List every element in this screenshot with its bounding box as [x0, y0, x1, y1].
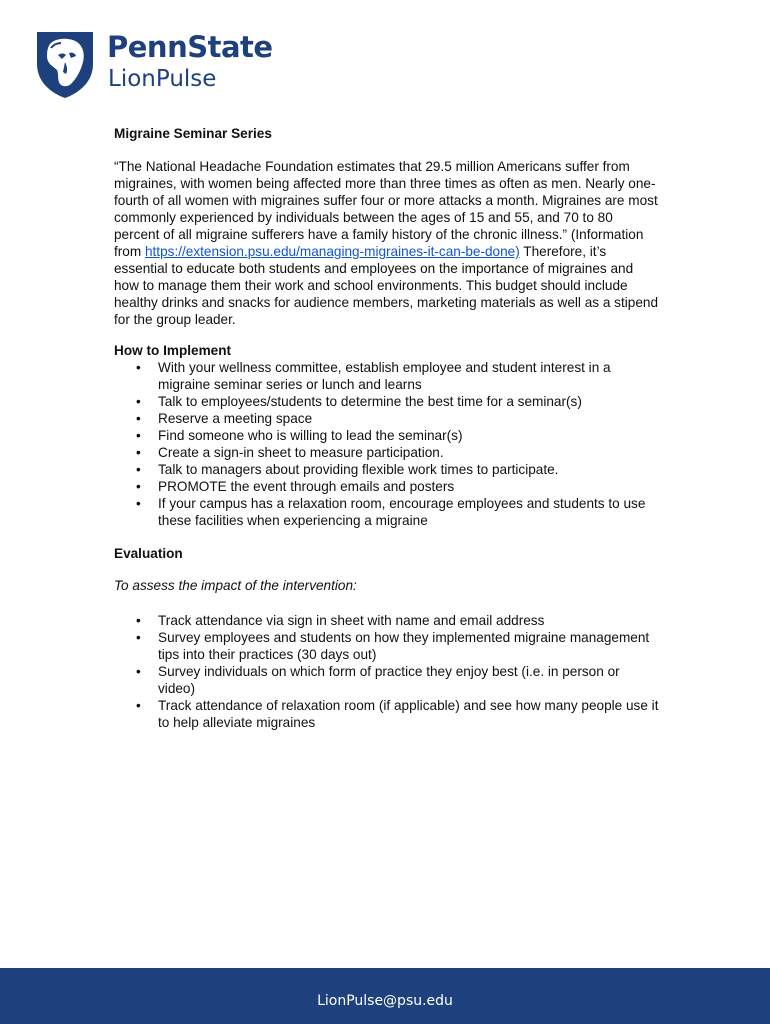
list-item: • If your campus has a relaxation room, encourage employees and students to use these facilities when experiencing a migraine — [136, 496, 646, 528]
body-text: Therefore, it’s essential to educate both students and employees on the importance of migraines and how to manage them their work and school environments. This budget should include healthy drinks and snacks for audience members, marketing materials as well as a stipend for the group leader. — [114, 244, 659, 327]
bullet-icon: • — [136, 479, 141, 494]
intro-quote: “The National Headache Foundation estimates that 29.5 million Americans suffer from migraines, with women being affected more than three times as often as men. Nearly one-fourth of all women with migraines suffer four or more attacks a month. Migraines are most commonly experienced by individuals between the ages of 15 and 55, and 70 to 80 percent of all migraine sufferers have a family history of the chronic illness.” — [114, 159, 658, 242]
bullet-icon: • — [136, 698, 141, 713]
list-item: • Track attendance of relaxation room (if applicable) and see how many people use it to help alleviate migraines — [136, 698, 659, 730]
bullet-icon: • — [136, 360, 141, 375]
how-to-implement-list — [114, 359, 659, 529]
list-item: • Survey employees and students on how they implemented migraine management tips into their practices (30 days out) — [136, 630, 650, 662]
bullet-icon: • — [136, 411, 141, 426]
list-item: • With your wellness committee, establish employee and student interest in a migraine seminar series or lunch and learns — [136, 360, 611, 392]
intro-paragraph — [114, 158, 659, 328]
list-item: • Survey individuals on which form of practice they enjoy best (i.e. in person or video) — [136, 664, 620, 696]
evaluation-heading: Evaluation — [114, 546, 183, 561]
bullet-icon: • — [136, 613, 141, 628]
bullet-icon: • — [136, 630, 141, 645]
source-link[interactable]: https://extension.psu.edu/managing-migraines-it-can-be-done) — [144, 244, 520, 259]
list-item: • Talk to managers about providing flexible work times to participate. — [136, 462, 559, 477]
list-item: • Find someone who is willing to lead the seminar(s) — [136, 428, 463, 443]
evaluation-section — [114, 545, 659, 731]
list-item: • Reserve a meeting space — [136, 411, 313, 426]
list-item: • Talk to employees/students to determine the best time for a seminar(s) — [136, 394, 582, 409]
how-to-implement-section — [114, 342, 659, 529]
evaluation-list — [114, 612, 659, 731]
brand-subtitle: LionPulse — [108, 66, 217, 92]
bullet-icon: • — [136, 664, 141, 679]
bullet-icon: • — [136, 462, 141, 477]
brand-name: PennState — [107, 30, 273, 64]
bullet-icon: • — [136, 445, 141, 460]
nittany-lion-shield-icon — [33, 28, 97, 100]
list-item: • PROMOTE the event through emails and posters — [136, 479, 455, 494]
psu-logo — [33, 28, 293, 102]
bullet-icon: • — [136, 496, 141, 511]
document-title: Migraine Seminar Series — [114, 126, 272, 141]
list-item: • Create a sign-in sheet to measure participation. — [136, 445, 444, 460]
info-prefix: (Information from — [114, 227, 644, 259]
evaluation-intro: To assess the impact of the intervention: — [114, 578, 357, 593]
bullet-icon: • — [136, 428, 141, 443]
bullet-icon: • — [136, 394, 141, 409]
how-to-implement-heading: How to Implement — [114, 343, 232, 358]
list-item: • Track attendance via sign in sheet with name and email address — [136, 613, 545, 628]
footer-bar — [0, 968, 770, 1024]
footer-email[interactable]: LionPulse@psu.edu — [317, 993, 453, 1009]
document-body — [114, 125, 659, 731]
